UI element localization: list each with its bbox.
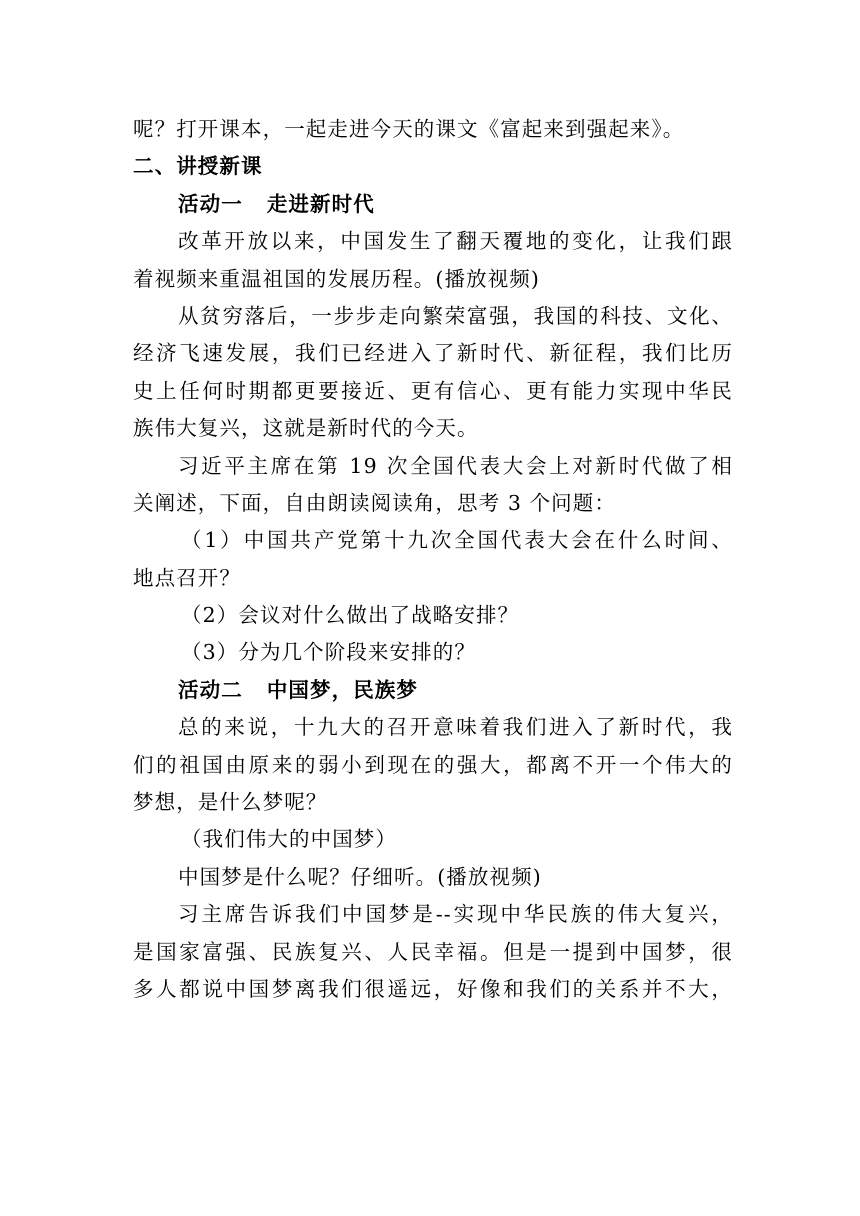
- paragraph-line: 着视频来重温祖国的发展历程。(播放视频): [133, 266, 540, 291]
- paragraph-line: 关阐述，下面，自由朗读阅读角，思考 3 个问题：: [133, 490, 616, 515]
- paragraph-line: 总的来说，十九大的召开意味着我们进入了新时代，我: [178, 715, 733, 740]
- paragraph-line: 改革开放以来，中国发生了翻天覆地的变化，让我们跟: [178, 229, 733, 254]
- paragraph-line: 地点召开？: [133, 565, 241, 590]
- paragraph-line: 族伟大复兴，这就是新时代的今天。: [133, 416, 479, 441]
- activity-title: 走进新时代: [266, 191, 375, 216]
- paragraph-line: 从贫穷落后，一步步走向繁荣富强，我国的科技、文化、: [178, 303, 733, 328]
- activity-heading: [133, 672, 733, 709]
- activity-title: 中国梦，民族梦: [266, 677, 419, 702]
- question-item: （3）分为几个阶段来安排的？: [181, 640, 476, 665]
- paragraph-line: 们的祖国由原来的弱小到现在的强大，都离不开一个伟大的: [133, 752, 733, 777]
- paragraph-line: 呢？打开课本，一起走进今天的课文《富起来到强起来》。: [133, 117, 685, 141]
- paragraph-line: 梦想，是什么梦呢？: [133, 790, 328, 815]
- section-heading: 二、讲授新课: [133, 154, 263, 179]
- paragraph-line: 习近平主席在第 19 次全国代表大会上对新时代做了相: [178, 453, 733, 478]
- paragraph-line: 是国家富强、民族复兴、人民幸福。但是一提到中国梦，很: [133, 939, 733, 964]
- paragraph-line: 习主席告诉我们中国梦是--实现中华民族的伟大复兴，: [178, 902, 733, 927]
- activity-heading: [133, 186, 733, 223]
- activity-label: 活动一: [178, 191, 243, 216]
- activity-label: 活动二: [178, 677, 243, 702]
- question-item: （2）会议对什么做出了战略安排？: [181, 603, 520, 628]
- document-body: [133, 111, 733, 1008]
- paragraph-line: 多人都说中国梦离我们很遥远，好像和我们的关系并不大，: [133, 976, 733, 1001]
- paragraph-line: 中国梦是什么呢？仔细听。(播放视频): [178, 864, 542, 889]
- question-item: （1）中国共产党第十九次全国代表大会在什么时间、: [181, 528, 733, 553]
- paragraph-line: （我们伟大的中国梦）: [181, 827, 397, 852]
- paragraph-line: 史上任何时期都更要接近、更有信心、更有能力实现中华民: [133, 378, 733, 403]
- paragraph-line: 经济飞速发展，我们已经进入了新时代、新征程，我们比历: [133, 341, 733, 366]
